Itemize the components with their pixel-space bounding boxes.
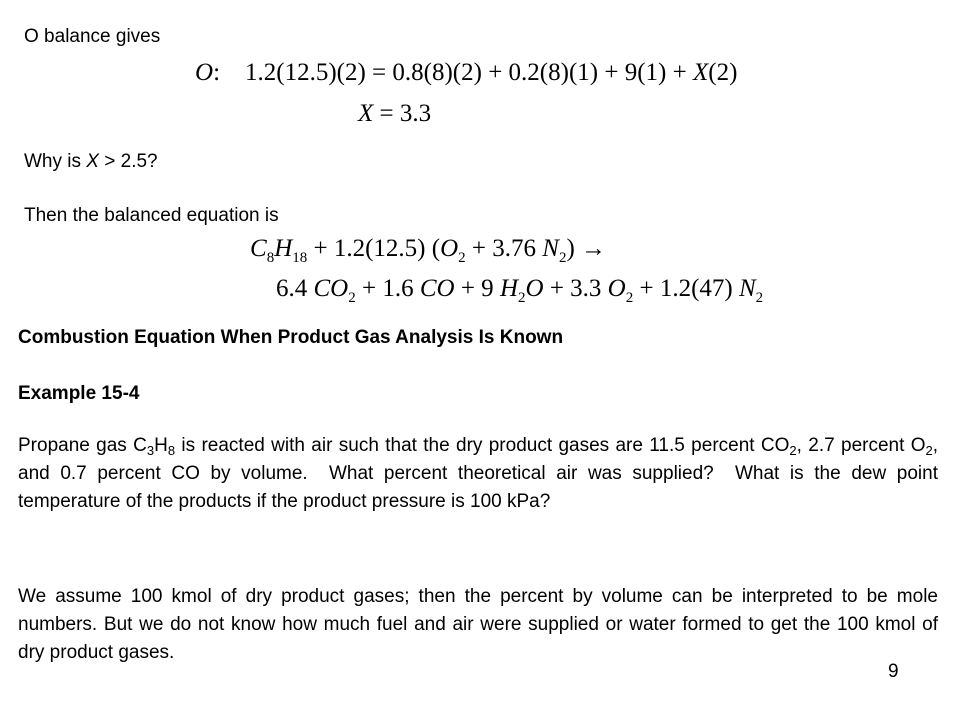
example-label: Example 15-4 [18, 383, 140, 404]
problem-statement: Propane gas $C_3H_8$ is reacted with air such that the dry product gases are 11.5 percent $CO_2$, 2.7 percent $O_2$, and 0.7 percent CO by volume. What percent theoretical air was supplied? What is the dew point temperature of the products if the product pressure is 100 kPa? [18, 435, 939, 512]
x-result-equation: X = 3.3 [358, 100, 432, 127]
balanced-intro: Then the balanced equation is [24, 205, 279, 226]
o-balance-intro: O balance gives [24, 26, 161, 47]
why-question: Why is X > 2.5? [24, 151, 158, 172]
balanced-equation-line1: $C_8H_{18} + 1.2(12.5) (O_2 + 3.76$ $N_2$) → [250, 235, 607, 266]
o-balance-equation: O: 1.2(12.5)(2) = 0.8(8)(2) + 0.2(8)(1) + 9(1) + X(2) [195, 59, 738, 86]
page-number: 9 [888, 661, 899, 682]
balanced-equation-line2: 6.4 $CO_2 + 1.6$ CO + 9 $H_2O + 3.3$ $O_2 + 1.2(47)$ $N_2$ [276, 275, 764, 306]
assumption-paragraph: We assume 100 kmol of dry product gases; then the percent by volume can be interpreted to be mole numbers. But we do not know how much fuel and air were supplied or water formed to get the 100 kmol of dry product gases. [18, 586, 938, 663]
section-heading: Combustion Equation When Product Gas Analysis Is Known [18, 327, 564, 348]
